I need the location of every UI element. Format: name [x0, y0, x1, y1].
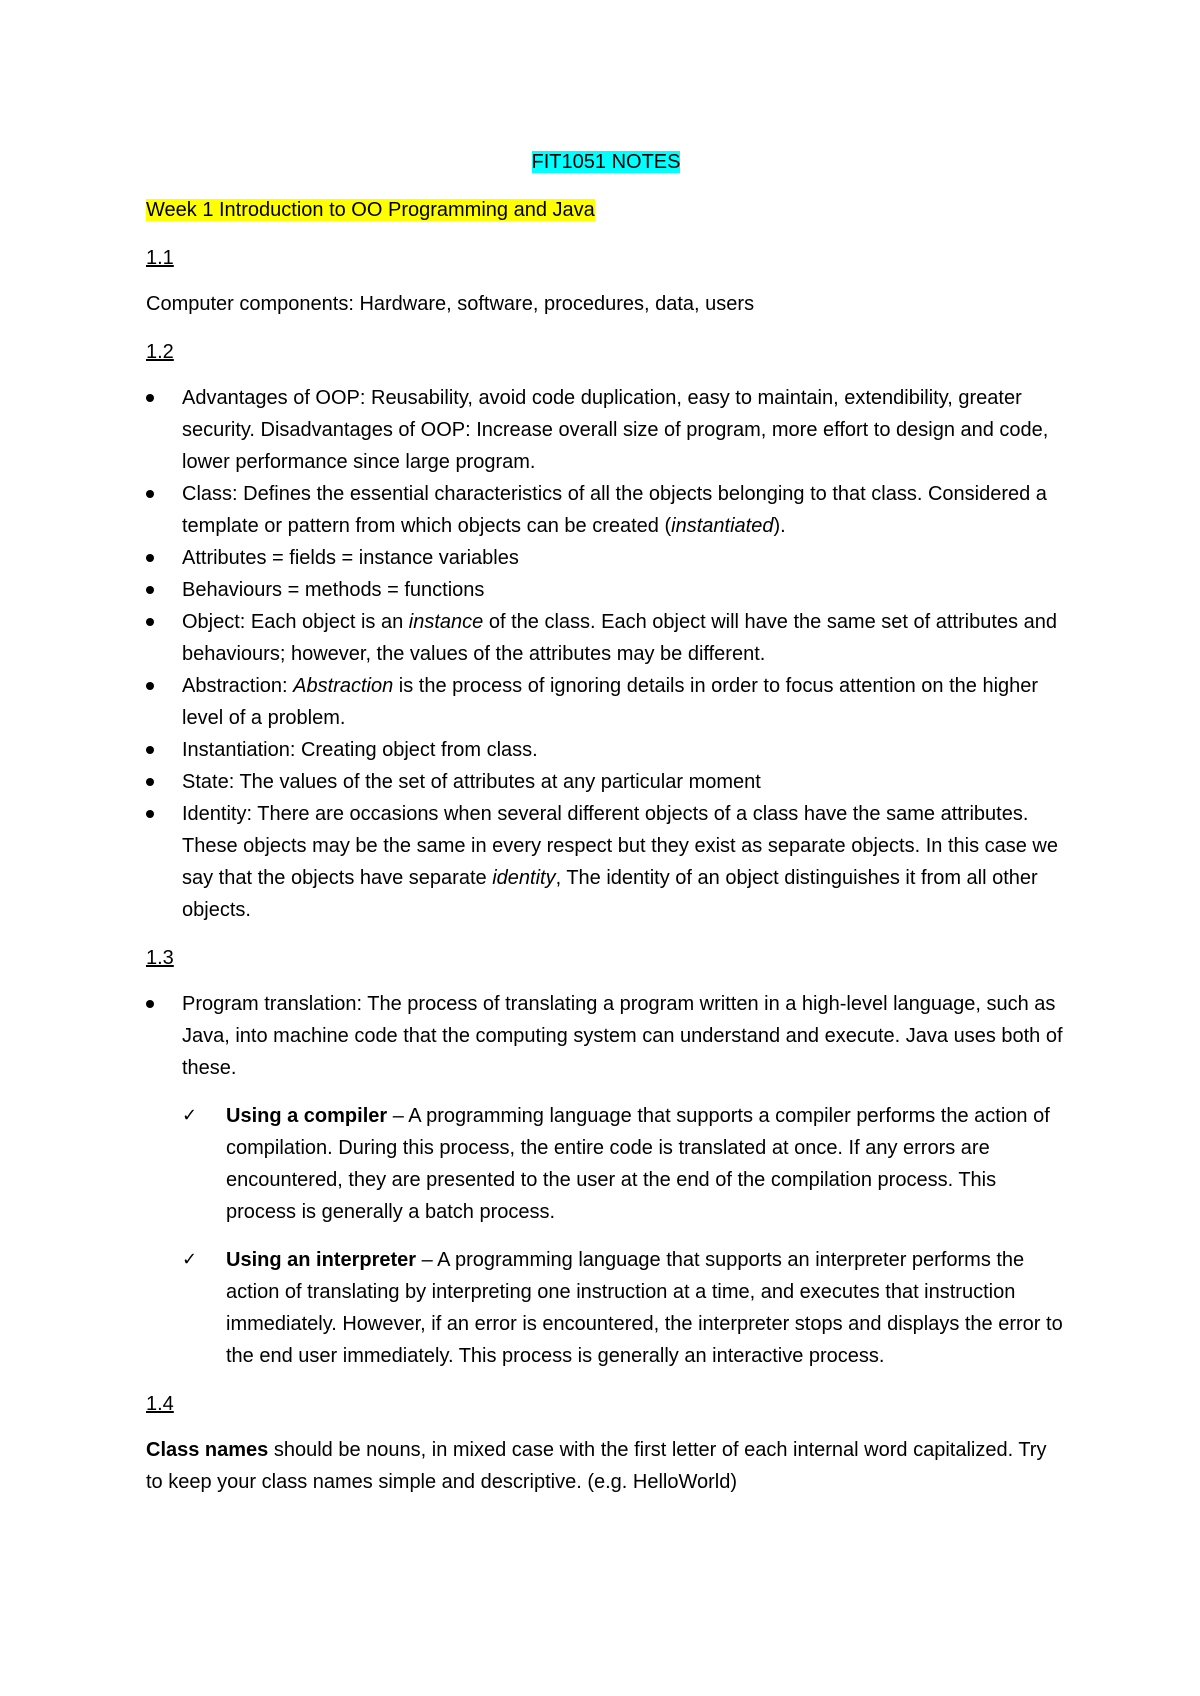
doc-title: FIT1051 NOTES [531, 151, 681, 173]
section-1-4-text: Class names should be nouns, in mixed case with the first letter of each internal word capitalized. Try to keep your class names simple and descriptive. (e.g. HelloWorld) [146, 1439, 1047, 1493]
bullet-dot-icon [146, 394, 154, 402]
bullet-dot-icon [146, 778, 154, 786]
bullet-dot-icon [146, 490, 154, 498]
section-heading-1-4: 1.4 [146, 1393, 174, 1415]
bullet-dot-icon [146, 554, 154, 562]
list-item: Identity: There are occasions when several different objects of a class have the same attributes. These objects may be the same in every respect but they exist as separate objects. In this case we say that the objects have separate identity, The identity of an object distinguishes it from all other objects. [146, 798, 1066, 926]
bullet-dot-icon [146, 1000, 154, 1008]
check-item-compiler: ✓ Using a compiler – A programming language that supports a compiler performs the action of compilation. During this process, the entire code is translated at once. If any errors are encountered, they are presented to the user at the end of the compilation process. This process is generally a batch process. [182, 1100, 1066, 1228]
list-item: State: The values of the set of attributes at any particular moment [146, 766, 1066, 798]
doc-title-block [146, 146, 1066, 178]
section-1-2-list [146, 382, 1066, 926]
week-heading: Week 1 Introduction to OO Programming and Java [146, 199, 595, 221]
checkmark-icon: ✓ [182, 1249, 198, 1270]
bullet-dot-icon [146, 682, 154, 690]
document-content [146, 146, 1066, 1514]
bullet-dot-icon [146, 618, 154, 626]
list-item: Class: Defines the essential characteristics of all the objects belonging to that class. Considered a template or pattern from which objects can be created (instantiated). [146, 478, 1066, 542]
list-item: Program translation: The process of translating a program written in a high-level language, such as Java, into machine code that the computing system can understand and execute. Java uses both of these. [146, 988, 1066, 1084]
bullet-dot-icon [146, 810, 154, 818]
section-1-3-list [146, 988, 1066, 1084]
checkmark-icon: ✓ [182, 1105, 198, 1126]
list-item: Instantiation: Creating object from class. [146, 734, 1066, 766]
check-item-interpreter: ✓ Using an interpreter – A programming language that supports an interpreter performs the action of translating by interpreting one instruction at a time, and executes that instruction immediately. However, if an error is encountered, the interpreter stops and displays the error to the end user immediately. This process is generally an interactive process. [182, 1244, 1066, 1372]
bullet-dot-icon [146, 586, 154, 594]
section-heading-1-3: 1.3 [146, 947, 174, 969]
bullet-dot-icon [146, 746, 154, 754]
list-item: Abstraction: Abstraction is the process of ignoring details in order to focus attention on the higher level of a problem. [146, 670, 1066, 734]
section-1-1-text: Computer components: Hardware, software, procedures, data, users [146, 293, 755, 315]
list-item: Object: Each object is an instance of the class. Each object will have the same set of attributes and behaviours; however, the values of the attributes may be different. [146, 606, 1066, 670]
list-item: Behaviours = methods = functions [146, 574, 1066, 606]
section-1-3-checklist [146, 1100, 1066, 1372]
list-item: Advantages of OOP: Reusability, avoid code duplication, easy to maintain, extendibility, greater security. Disadvantages of OOP: Increase overall size of program, more effort to design and code, lower performance since large program. [146, 382, 1066, 478]
section-heading-1-2: 1.2 [146, 341, 174, 363]
list-item: Attributes = fields = instance variables [146, 542, 1066, 574]
section-heading-1-1: 1.1 [146, 247, 174, 269]
week-heading-block [146, 194, 1066, 226]
